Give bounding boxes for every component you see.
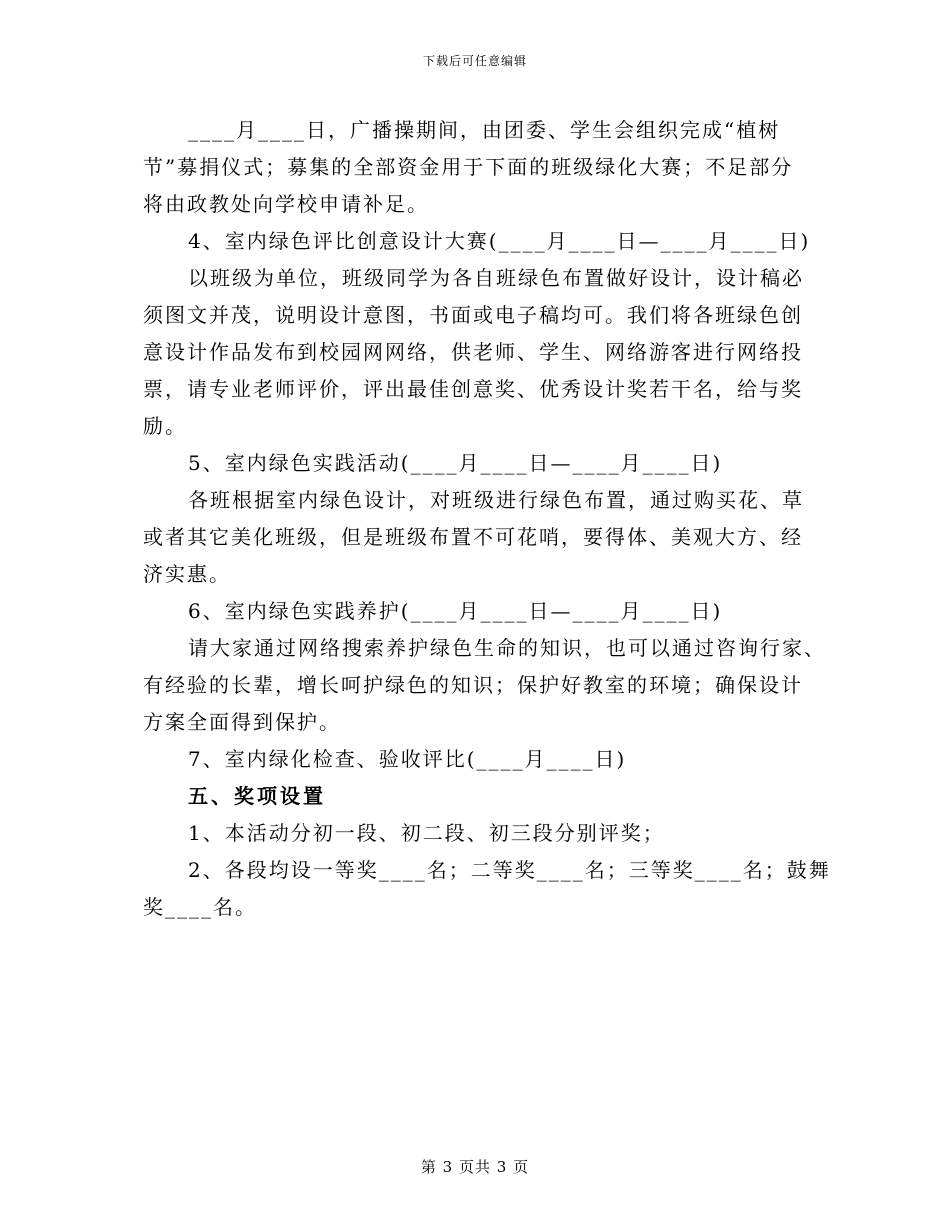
award-item-1: 1、本活动分初一段、初二段、初三段分别评奖； — [188, 821, 665, 845]
paragraph-line: 请大家通过网络搜索养护绿色生命的知识，也可以通过咨询行家、 — [188, 636, 826, 660]
document-body — [143, 112, 831, 926]
paragraph-line: 有经验的长辈，增长呵护绿色的知识；保护好教室的环境；确保设计 — [143, 673, 803, 697]
paragraph-line: 各班根据室内绿色设计，对班级进行绿色布置，通过购买花、草 — [188, 488, 804, 512]
item-heading-5: 5、室内绿色实践活动(____月____日—____月____日) — [188, 451, 723, 475]
paragraph-line: 方案全面得到保护。 — [143, 710, 341, 734]
paragraph-line: 奖____名。 — [143, 895, 257, 919]
item-heading-7: 7、室内绿化检查、验收评比(____月____日) — [188, 747, 627, 771]
award-item-2: 2、各段均设一等奖____名；二等奖____名；三等奖____名；鼓舞 — [188, 858, 831, 882]
paragraph-line: 票，请专业老师评价，评出最佳创意奖、优秀设计奖若干名，给与奖 — [143, 377, 803, 401]
paragraph-line: ____月____日，广播操期间，由团委、学生会组织完成“植树 — [188, 118, 781, 142]
page-number: 第 3 页共 3 页 — [420, 1158, 530, 1176]
section-heading-awards: 五、奖项设置 — [188, 784, 326, 808]
item-heading-4: 4、室内绿色评比创意设计大赛(____月____日—____月____日) — [188, 229, 811, 253]
paragraph-line: 将由政教处向学校申请补足。 — [143, 192, 429, 216]
paragraph-line: 节”募捐仪式；募集的全部资金用于下面的班级绿化大赛；不足部分 — [143, 155, 794, 179]
paragraph-line: 以班级为单位，班级同学为各自班绿色布置做好设计，设计稿必 — [188, 266, 804, 290]
item-heading-6: 6、室内绿色实践养护(____月____日—____月____日) — [188, 599, 723, 623]
paragraph-line: 或者其它美化班级，但是班级布置不可花哨，要得体、美观大方、经 — [143, 525, 803, 549]
page-header-note: 下载后可任意编辑 — [422, 54, 527, 68]
paragraph-line: 须图文并茂，说明设计意图，书面或电子稿均可。我们将各班绿色创 — [143, 303, 803, 327]
paragraph-line: 济实惠。 — [143, 562, 231, 586]
paragraph-line: 励。 — [143, 414, 187, 438]
paragraph-line: 意设计作品发布到校园网网络，供老师、学生、网络游客进行网络投 — [143, 340, 803, 364]
